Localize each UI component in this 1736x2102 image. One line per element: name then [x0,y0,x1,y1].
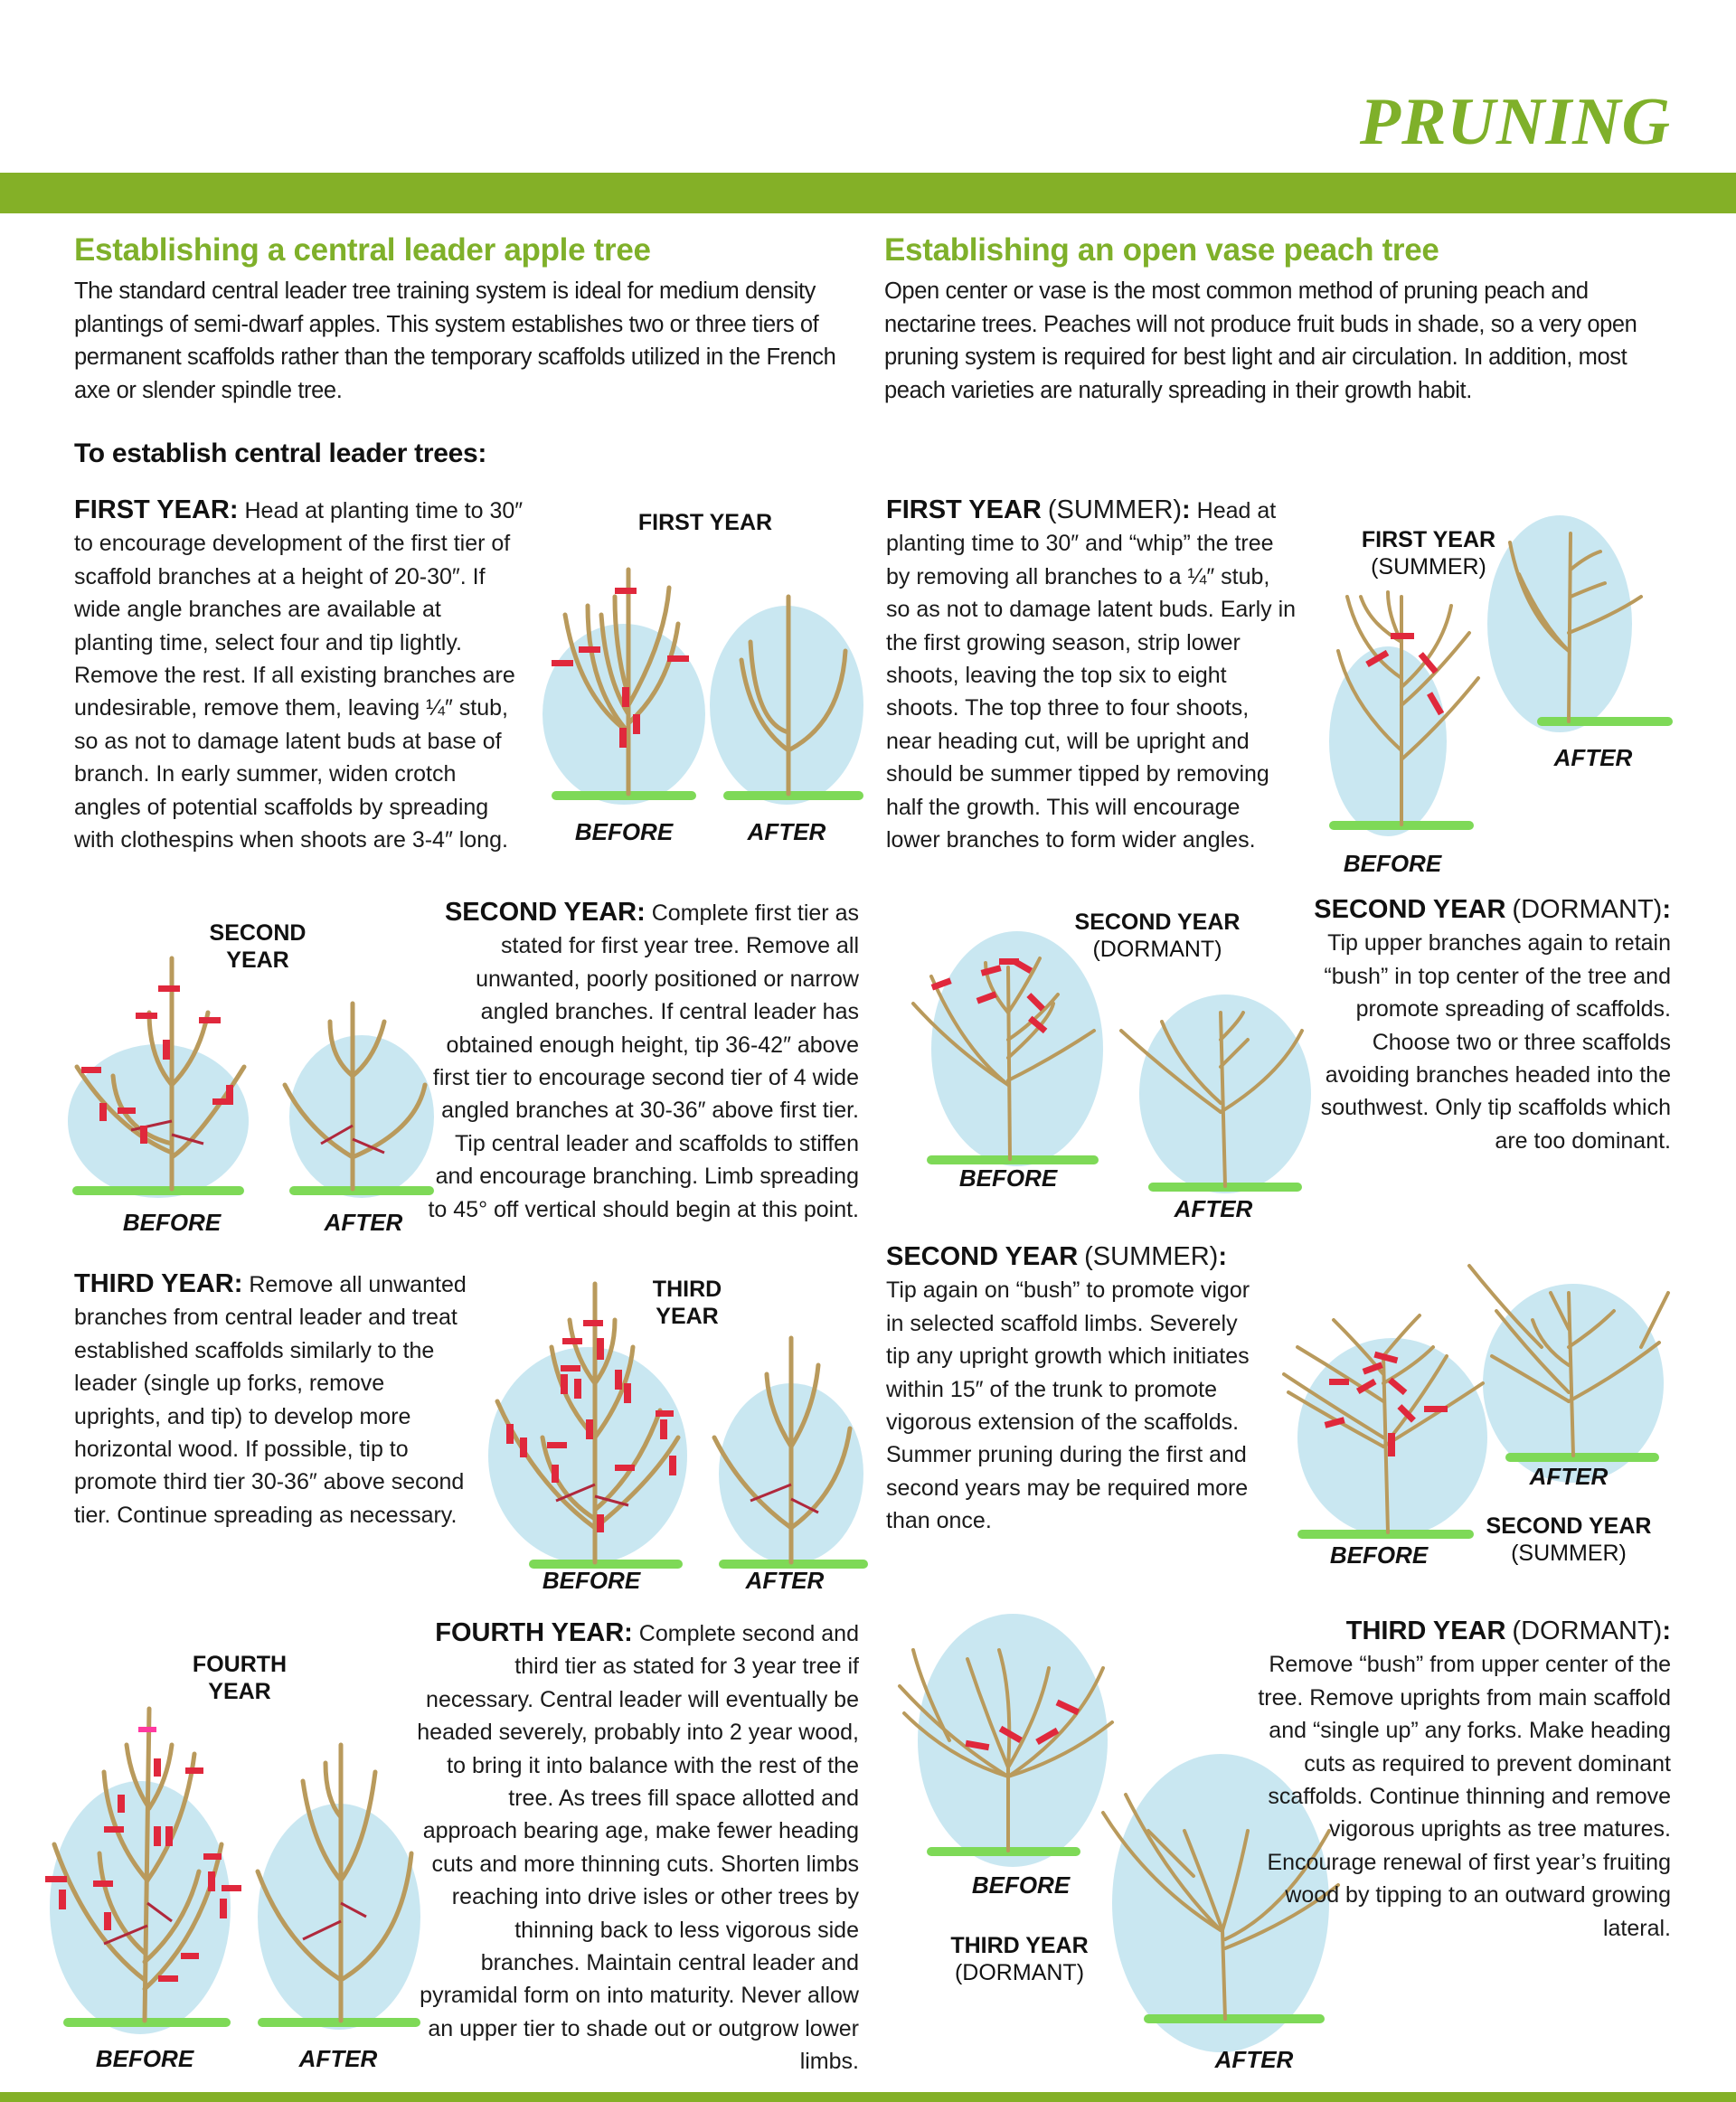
step-body: Head at planting time to 30″ and “whip” the tree by removing all branches to a ¼″ stub, so as not to damage latent buds. Early in the first growing season, strip lower shoots, leaving the top six to eight shoots. The top three to four shoots, near heading cut, will be upright and should be summer tipped by removing half the growth. This will encourage lower branches to form wider angles. [886,498,1297,853]
apple-fig1-after-label: AFTER [747,818,826,845]
apple-second-year-illustration [63,949,434,1202]
step-label: FIRST YEAR: [74,495,239,524]
caption-line: SECOND YEAR [1074,910,1241,935]
step-label: SECOND YEAR [1314,895,1506,924]
peach-first-year-text [886,494,1297,856]
apple-fig4-caption [154,1651,326,1705]
peach-fig2-after-label: AFTER [1174,1195,1253,1222]
peach-fig3-caption [1478,1513,1659,1567]
peach-fig4-before-label: BEFORE [971,1871,1071,1899]
step-colon: : [1182,495,1191,524]
step-label: SECOND YEAR [886,1242,1079,1271]
caption-sub: (SUMMER) [1371,554,1486,580]
peach-first-year-illustration [1316,497,1677,841]
peach-fig1-before-label: BEFORE [1343,850,1442,877]
step-label: THIRD YEAR: [74,1269,243,1298]
peach-section-heading: Establishing an open vase peach tree [884,232,1439,268]
caption-sub: (SUMMER) [1511,1541,1627,1566]
apple-fig3-after-label: AFTER [745,1567,825,1594]
peach-third-year-text [1248,1615,1671,1945]
caption-line: SECOND [209,920,307,946]
peach-fig3-after-label: AFTER [1529,1463,1609,1490]
caption-sub: (DORMANT) [954,1960,1085,1985]
apple-subheading: To establish central leader trees: [74,438,487,468]
caption-line: YEAR [226,947,289,973]
apple-fig3-before-label: BEFORE [542,1567,641,1594]
apple-fig1-caption: FIRST YEAR [637,510,773,535]
header-bar [0,173,1736,213]
step-label: FIRST YEAR [886,495,1042,524]
caption-sub: (DORMANT) [1092,937,1222,962]
step-body: Remove all unwanted branches from central leader and treat established scaffolds similarly to the leader (single up forks, remove uprights, and tip) to develop more horizontal wood. If possible, tip to promote third tier 30-36″ above second tier. Continue spreading as necessary. [74,1272,467,1528]
peach-second-year-summer-illustration [1261,1239,1677,1546]
apple-second-year-text [425,896,859,1226]
step-label: THIRD YEAR [1345,1617,1506,1645]
step-body: Head at planting time to 30″ to encourage development of the first tier of scaffold branches at a height of 20-30″. If wide angle branches are available at planting time, select four and tip lightly. Remove the rest. If all existing branches are undesirable, remove them, leaving ¼″ stub, so as not to damage latent buds at base of branch. In early summer, widen crotch angles of potential scaffolds by spreading with clothespins when shoots are 3-4″ long. [74,498,524,853]
peach-fig4-after-label: AFTER [1214,2046,1294,2073]
step-body: Tip again on “bush” to promote vigor in selected scaffold limbs. Severely tip any upright growth which initiates within 15″ of the trunk to promote vigorous extension of the scaffolds. Summer pruning during the first and second years may be required more than once. [886,1277,1250,1534]
apple-fig2-before-label: BEFORE [122,1209,222,1236]
caption-line: SECOND YEAR [1486,1513,1652,1539]
step-body: Complete second and third tier as stated for 3 year tree if necessary. Central leader will eventually be headed severely, probably into 2 year wood, to bring it into balance with the rest of the tree. As trees fill space allotted and approach bearing age, make fewer heading cuts and more thinning cuts. Shorten limbs reaching into drive isles or other trees by thinning back to less vigorous side branches. Maintain central leader and pyramidal form on into maturity. Never allow an upper tier to shade out or outgrow lower limbs. [417,1621,859,2075]
step-season: (DORMANT) [1512,1617,1663,1645]
step-colon: : [1218,1242,1228,1271]
apple-fig4-before-label: BEFORE [95,2045,194,2072]
footer-bar [0,2092,1736,2102]
caption-line: FOURTH [192,1652,288,1677]
step-season: (SUMMER) [1047,495,1183,524]
step-label: SECOND YEAR: [444,898,646,927]
apple-fourth-year-illustration [41,1700,420,2034]
step-season: (DORMANT) [1512,895,1663,924]
peach-second-year-dormant-illustration [900,922,1316,1193]
peach-second-year-dormant-text [1284,893,1671,1157]
step-colon: : [1662,895,1671,924]
peach-intro: Open center or vase is the most common method of pruning peach and nectarine trees. Peaches will not produce fruit buds in shade, so a very open pruning system is required for best light and air circulation. In addition, most peach varieties are naturally spreading in their growth habit. [884,278,1637,403]
peach-second-year-summer-text [886,1240,1257,1538]
apple-fig2-after-label: AFTER [324,1209,403,1236]
caption-line: THIRD YEAR [950,1933,1089,1958]
peach-fig3-before-label: BEFORE [1329,1541,1429,1569]
caption-line: THIRD [652,1277,722,1302]
apple-third-year-illustration [479,1275,868,1573]
step-body: Tip upper branches again to retain “bush” in top center of the tree and promote spreading of scaffolds. Choose two or three scaffolds avoiding branches headed into the southwest. Only tip scaffolds which are too dominant. [1320,930,1671,1154]
step-body: Remove “bush” from upper center of the tree. Remove uprights from main scaffold and “single up” any forks. Make heading cuts as required to prevent dominant scaffolds. Continue thinning and remove vigorous uprights as tree matures. Encourage renewal of first year’s fruiting wood by tipping to an outward growing lateral. [1258,1652,1671,1941]
caption-line: FIRST YEAR [1361,527,1496,552]
peach-fig2-before-label: BEFORE [958,1164,1058,1192]
caption-line: YEAR [208,1679,271,1704]
page-title: PRUNING [1359,85,1671,159]
apple-fig4-after-label: AFTER [298,2045,378,2072]
apple-fourth-year-text [416,1617,859,2078]
step-colon: : [1662,1617,1671,1645]
peach-fig4-caption [922,1932,1117,1986]
apple-third-year-text [74,1268,472,1532]
step-season: (SUMMER) [1084,1242,1219,1271]
caption-line: YEAR [656,1304,719,1329]
apple-first-year-text [74,494,526,856]
apple-intro: The standard central leader tree training system is ideal for medium density plantings of semi-dwarf apples. This system establishes two or three tiers of permanent scaffolds rather than the temporary scaffolds utilized in the French axe or slender spindle tree. [74,278,836,403]
step-body: Complete first tier as stated for first year tree. Remove all unwanted, poorly positioned or narrow angled branches. If central leader has obtained enough height, tip 36-42″ above first tier to encourage second tier of 4 wide angled branches at 30-36″ above first tier. Tip central leader and scaffolds to stiffen and encourage branching. Limb spreading to 45° off vertical should begin at this point. [428,900,859,1222]
apple-first-year-illustration [542,533,868,805]
step-label: FOURTH YEAR: [435,1618,633,1647]
apple-fig1-before-label: BEFORE [574,818,674,845]
peach-fig1-after-label: AFTER [1553,744,1633,771]
apple-section-heading: Establishing a central leader apple tree [74,232,651,268]
